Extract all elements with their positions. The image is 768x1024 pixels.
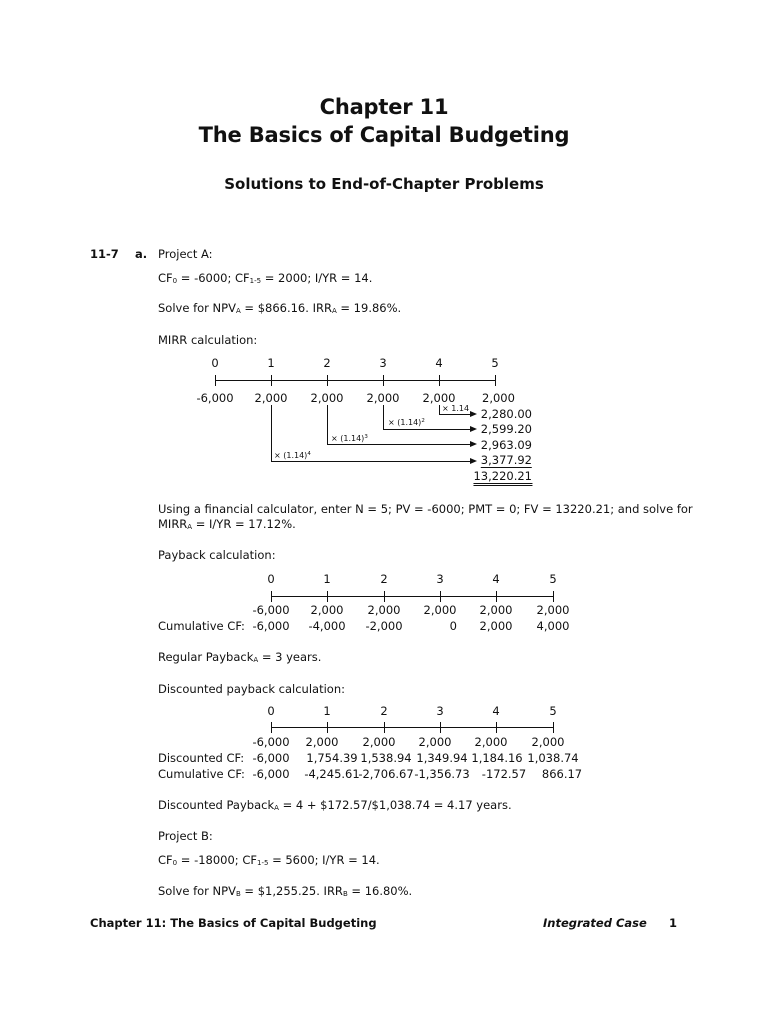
timeline-tick xyxy=(271,722,272,733)
timeline-axis xyxy=(215,380,496,381)
payback-cumulative: -4,000 xyxy=(308,619,346,633)
compound-arrow xyxy=(439,405,440,414)
compound-arrow xyxy=(383,429,471,430)
payback-heading: Payback calculation: xyxy=(158,548,276,562)
compounded-value: 2,599.20 xyxy=(480,422,532,436)
factor-label: × 1.14 xyxy=(442,404,470,413)
factor-label: × $(1.14)^4$ xyxy=(274,451,311,460)
timeline-tick xyxy=(327,591,328,602)
payback-period: 5 xyxy=(549,572,557,586)
disc-cash-flow: 2,000 xyxy=(474,735,508,749)
timeline-tick xyxy=(439,375,440,386)
discounted-cf: 1,349.94 xyxy=(416,751,468,765)
timeline-tick xyxy=(440,591,441,602)
chapter-number: Chapter 11 xyxy=(319,95,449,119)
disc-period: 0 xyxy=(267,704,275,718)
timeline-tick xyxy=(215,375,216,386)
timeline-tick xyxy=(327,722,328,733)
compounded-value: 3,377.92 xyxy=(480,453,532,467)
discounted-cf: 1,754.39 xyxy=(306,751,358,765)
project-b-label: Project B: xyxy=(158,829,213,843)
timeline-axis xyxy=(271,596,553,597)
disc-period: 3 xyxy=(436,704,444,718)
compound-arrow xyxy=(439,414,471,415)
problem-number: 11-7 xyxy=(90,247,119,261)
discounted-cf-label: Discounted CF: xyxy=(158,751,245,765)
disc-cash-flow: 2,000 xyxy=(305,735,339,749)
project-b-npv-irr: Solve for $NPV_B$ = $1,255.25. $IRR_B = 16.80\%$. xyxy=(158,884,413,898)
payback-cumulative: 2,000 xyxy=(479,619,513,633)
compound-arrow xyxy=(271,405,272,461)
disc-cash-flow: 2,000 xyxy=(418,735,452,749)
arrowhead xyxy=(470,426,477,432)
timeline-tick xyxy=(496,591,497,602)
mirr-cash-flow: 2,000 xyxy=(310,391,344,405)
discounted-cf: 1,538.94 xyxy=(360,751,412,765)
mirr-cash-flow: 2,000 xyxy=(254,391,288,405)
timeline-tick xyxy=(496,722,497,733)
disc-period: 5 xyxy=(549,704,557,718)
disc-cumulative: -172.57 xyxy=(481,767,527,781)
payback-period: 2 xyxy=(380,572,388,586)
payback-cash-flow: 2,000 xyxy=(367,603,401,617)
mirr-period: 1 xyxy=(267,356,275,370)
payback-period: 3 xyxy=(436,572,444,586)
mirr-heading: MIRR calculation: xyxy=(158,333,258,347)
mirr-period: 0 xyxy=(211,356,219,370)
discounted-cf: 1,184.16 xyxy=(471,751,523,765)
project-a-cash-flows: $CF_0 = -6000$; $CF_{1-5} = 2000$; I/YR = 14. xyxy=(158,271,373,285)
payback-cash-flow: 2,000 xyxy=(310,603,344,617)
disc-period: 1 xyxy=(323,704,331,718)
chapter-title: The Basics of Capital Budgeting xyxy=(198,123,570,147)
project-a-npv-irr: Solve for $NPV_A$ = $866.16. $IRR_A = 19.86\%$. xyxy=(158,301,402,315)
mirr-period: 4 xyxy=(435,356,443,370)
project-a-label: Project A: xyxy=(158,247,213,261)
compounded-value: 2,963.09 xyxy=(480,438,532,452)
arrowhead xyxy=(470,411,477,417)
compound-arrow xyxy=(327,444,471,445)
payback-cash-flow: 2,000 xyxy=(479,603,513,617)
payback-cumulative: 4,000 xyxy=(536,619,570,633)
payback-cumulative: -6,000 xyxy=(252,619,290,633)
timeline-tick xyxy=(384,722,385,733)
mirr-cash-flow: 2,000 xyxy=(422,391,456,405)
mirr-period: 3 xyxy=(379,356,387,370)
footer-chapter: Chapter 11: The Basics of Capital Budgeting xyxy=(90,916,377,930)
disc-cumulative: -1,356.73 xyxy=(414,767,470,781)
payback-cash-flow: 2,000 xyxy=(423,603,457,617)
timeline-tick xyxy=(495,375,496,386)
timeline-tick xyxy=(440,722,441,733)
disc-cash-flow: -6,000 xyxy=(252,735,290,749)
timeline-tick xyxy=(327,375,328,386)
cumulative-cf-label: Cumulative CF: xyxy=(158,619,245,633)
factor-label: × $(1.14)^2$ xyxy=(388,418,425,427)
footer-case: Integrated Case xyxy=(543,916,647,930)
factor-label: × $(1.14)^3$ xyxy=(331,434,368,443)
mirr-cash-flow: 2,000 xyxy=(482,391,515,405)
mirr-cash-flow: 2,000 xyxy=(366,391,400,405)
arrowhead xyxy=(470,458,477,464)
payback-period: 1 xyxy=(323,572,331,586)
arrowhead xyxy=(470,441,477,447)
mirr-cash-flow: -6,000 xyxy=(196,391,234,405)
page-number: 1 xyxy=(669,916,678,930)
mirr-calculator-note: Using a financial calculator, enter N = 5; PV = -6000; PMT = 0; FV = 13220.21; and solve for xyxy=(158,502,693,516)
disc-period: 4 xyxy=(492,704,500,718)
disc-period: 2 xyxy=(380,704,388,718)
terminal-value: 13,220.21 xyxy=(473,469,532,486)
discounted-cf: -6,000 xyxy=(252,751,290,765)
discounted-payback-heading: Discounted payback calculation: xyxy=(158,682,345,696)
disc-cash-flow: 2,000 xyxy=(531,735,565,749)
payback-period: 0 xyxy=(267,572,275,586)
mirr-period: 5 xyxy=(491,356,499,370)
disc-cumulative: -4,245.61 xyxy=(304,767,360,781)
payback-cash-flow: 2,000 xyxy=(536,603,570,617)
disc-cumulative: -2,706.67 xyxy=(358,767,414,781)
payback-period: 4 xyxy=(492,572,500,586)
disc-cumulative: 866.17 xyxy=(541,767,583,781)
timeline-tick xyxy=(553,722,554,733)
compound-arrow xyxy=(327,405,328,444)
regular-payback-result: Regular Payback$_A$ = 3 years. xyxy=(158,650,322,664)
timeline-tick xyxy=(384,591,385,602)
payback-cumulative: -2,000 xyxy=(365,619,403,633)
compounded-value: 2,280.00 xyxy=(480,407,532,421)
disc-cash-flow: 2,000 xyxy=(362,735,396,749)
timeline-axis xyxy=(271,727,553,728)
discounted-payback-result: Discounted Payback$_A$ = 4 + $172.57/$1,038.74 = 4.17 years. xyxy=(158,798,512,812)
cumulative-cf-label: Cumulative CF: xyxy=(158,767,245,781)
mirr-result: $MIRR_A = I/YR = 17.12\%$. xyxy=(158,517,296,531)
timeline-tick xyxy=(383,375,384,386)
discounted-cf: 1,038.74 xyxy=(527,751,579,765)
disc-cumulative: -6,000 xyxy=(252,767,290,781)
compound-arrow xyxy=(271,461,471,462)
timeline-tick xyxy=(271,591,272,602)
payback-cash-flow: -6,000 xyxy=(252,603,290,617)
mirr-period: 2 xyxy=(323,356,331,370)
timeline-tick xyxy=(553,591,554,602)
timeline-tick xyxy=(271,375,272,386)
payback-cumulative: 0 xyxy=(449,619,457,633)
project-b-cash-flows: $CF_0 = -18000$; $CF_{1-5} = 5600$; I/YR = 14. xyxy=(158,853,380,867)
section-subtitle: Solutions to End-of-Chapter Problems xyxy=(224,175,544,193)
problem-part: a. xyxy=(135,247,148,261)
compound-arrow xyxy=(383,405,384,429)
